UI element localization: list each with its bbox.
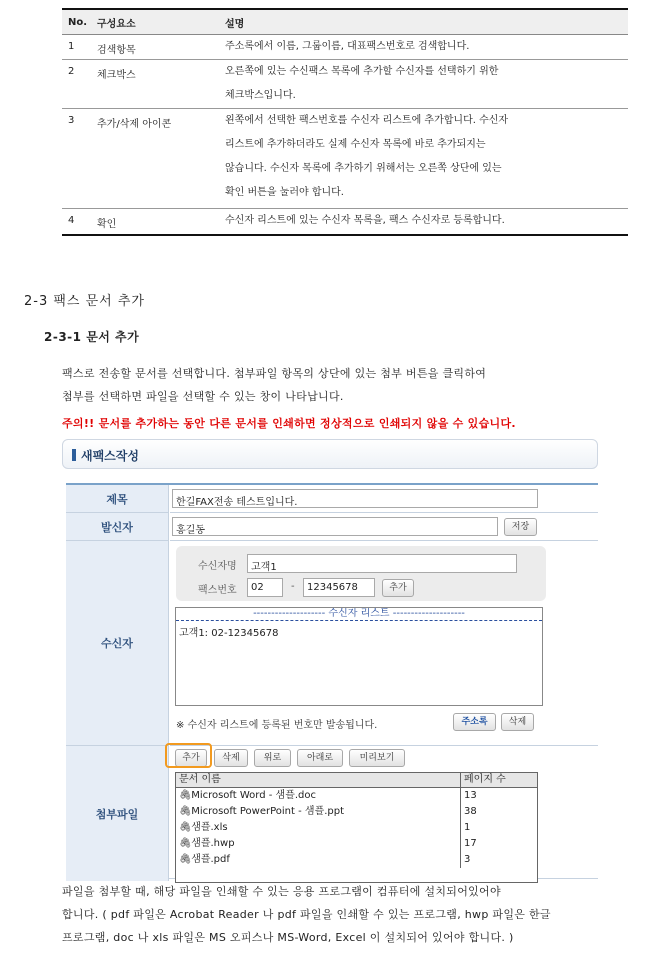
save-button[interactable]: 저장 <box>504 518 537 536</box>
footer-paragraph <box>62 880 648 949</box>
attachment-name-cell <box>176 804 461 820</box>
row-no: 4 <box>68 215 75 226</box>
row-component: 검색항목 <box>97 45 136 56</box>
delete-recipient-button[interactable]: 삭제 <box>501 713 534 731</box>
attachment-name-cell <box>176 788 461 804</box>
attachment-name: Microsoft Word - 샘플.doc <box>191 790 317 801</box>
attachment-name: 샘플.xls <box>191 822 228 833</box>
add-button-highlight <box>165 743 212 768</box>
fax-dash: - <box>291 581 295 592</box>
row-component: 확인 <box>97 219 117 230</box>
recipient-row <box>170 541 598 746</box>
column-doc-name: 문서 이름 <box>176 773 461 787</box>
attachment-table-header <box>176 773 537 788</box>
attachment-pages: 3 <box>464 854 471 865</box>
subject-row <box>170 485 598 513</box>
footer-line: 파일을 첨부할 때, 해당 파일을 인쇄할 수 있는 응용 프로그램이 컴퓨터에 설치되어있어야 <box>62 885 501 898</box>
paperclip-icon: 🖇 <box>179 854 192 865</box>
footer-line: 프로그램, doc 나 xls 파일은 MS 오피스나 MS-Word, Excel 이 설치되어 있어야 합니다. ) <box>62 931 514 944</box>
spec-table <box>62 8 628 236</box>
table-row <box>62 209 628 236</box>
description-line: 체크박스입니다. <box>225 90 296 101</box>
paperclip-icon: 🖇 <box>179 806 192 817</box>
fax-number-label: 팩스번호 <box>198 585 237 596</box>
recipient-note: ※ 수신자 리스트에 등록된 번호만 발송됩니다. <box>176 720 378 731</box>
subject-input[interactable]: 한길FAX전송 테스트입니다. <box>172 489 538 508</box>
add-recipient-button[interactable]: 추가 <box>382 579 414 597</box>
description-line: 왼쪽에서 선택한 팩스번호를 수신자 리스트에 추가합니다. 수신자 <box>225 115 509 126</box>
paperclip-icon: 🖇 <box>179 790 192 801</box>
attachment-pages: 38 <box>464 806 477 817</box>
warning-text: 주의!! 문서를 추가하는 동안 다른 문서를 인쇄하면 정상적으로 인쇄되지 않을 수 있습니다. <box>62 417 516 430</box>
column-page-count: 페이지 수 <box>464 774 506 785</box>
table-header <box>62 10 628 35</box>
attach-preview-button[interactable]: 미리보기 <box>349 749 405 767</box>
attachment-name-cell <box>176 820 461 836</box>
attachment-name: Microsoft PowerPoint - 샘플.ppt <box>191 806 345 817</box>
attach-down-button[interactable]: 아래로 <box>297 749 343 767</box>
intro-paragraph <box>62 362 642 408</box>
header-description: 설명 <box>225 18 245 30</box>
attachment-pages: 17 <box>464 838 477 849</box>
table-row[interactable] <box>176 820 537 836</box>
address-book-button[interactable]: 주소록 <box>453 713 496 731</box>
list-item[interactable]: 고객1: 02-12345678 <box>179 628 279 639</box>
row-no: 1 <box>68 41 75 52</box>
sender-label: 발신자 <box>66 513 169 541</box>
sender-input[interactable]: 홍길동 <box>172 517 498 536</box>
table-row <box>62 35 628 60</box>
row-no: 2 <box>68 66 75 77</box>
attachment-name-cell <box>176 852 461 868</box>
header-no: No. <box>68 16 88 28</box>
subsection-title: 2-3-1 문서 추가 <box>44 330 140 344</box>
attachment-name-cell <box>176 836 461 852</box>
attach-delete-button[interactable]: 삭제 <box>214 749 248 767</box>
header-bar-icon <box>72 449 76 461</box>
recipient-label: 수신자 <box>66 541 169 746</box>
fax-area-code-input[interactable]: 02 <box>247 578 283 597</box>
recipient-list[interactable] <box>175 607 543 706</box>
subject-label: 제목 <box>66 485 169 513</box>
attachment-label: 첨부파일 <box>66 746 169 881</box>
attachment-table <box>175 772 538 883</box>
header-component: 구성요소 <box>97 18 136 30</box>
row-description <box>225 209 628 234</box>
sender-row <box>170 513 598 541</box>
description-line: 수신자 리스트에 있는 수신자 목록을, 팩스 수신자로 등록합니다. <box>225 215 505 226</box>
description-line: 확인 버튼을 눌러야 합니다. <box>225 187 344 198</box>
fax-form-title: 새팩스작성 <box>81 449 139 463</box>
row-description <box>225 60 628 108</box>
table-row[interactable] <box>176 788 537 804</box>
row-description <box>225 109 628 208</box>
section-title: 2-3 팩스 문서 추가 <box>24 294 145 309</box>
table-row[interactable] <box>176 852 537 868</box>
table-row[interactable] <box>176 836 537 852</box>
recipient-list-header: -------------------- 수신자 리스트 -------------------- <box>176 608 542 621</box>
attachment-pages: 1 <box>464 822 471 833</box>
paperclip-icon: 🖇 <box>179 838 192 849</box>
description-line: 리스트에 추가하더라도 실제 수신자 목록에 바로 추가되지는 <box>225 139 486 150</box>
intro-line: 팩스로 전송할 문서를 선택합니다. 첨부파일 항목의 상단에 있는 첨부 버튼을 클릭하여 <box>62 367 487 380</box>
fax-form-header <box>62 439 598 469</box>
attachment-pages: 13 <box>464 790 477 801</box>
row-component: 추가/삭제 아이콘 <box>97 119 172 130</box>
recipient-name-label: 수신자명 <box>198 561 237 572</box>
intro-line: 첨부를 선택하면 파일을 선택할 수 있는 창이 나타납니다. <box>62 390 344 403</box>
row-no: 3 <box>68 115 75 126</box>
attachment-row <box>170 746 598 881</box>
table-row <box>62 60 628 109</box>
row-component: 체크박스 <box>97 70 136 81</box>
recipient-entry-box <box>176 546 546 601</box>
table-row <box>62 109 628 209</box>
footer-line: 합니다. ( pdf 파일은 Acrobat Reader 나 pdf 파일을 인쇄할 수 있는 프로그램, hwp 파일은 한글 <box>62 908 551 921</box>
fax-number-input[interactable]: 12345678 <box>303 578 375 597</box>
description-line: 주소록에서 이름, 그룹이름, 대표팩스번호로 검색합니다. <box>225 41 470 52</box>
table-row[interactable] <box>176 804 537 820</box>
attach-up-button[interactable]: 위로 <box>254 749 291 767</box>
recipient-name-input[interactable]: 고객1 <box>247 554 517 573</box>
attachment-name: 샘플.pdf <box>191 854 230 865</box>
description-line: 오른쪽에 있는 수신팩스 목록에 추가할 수신자를 선택하기 위한 <box>225 66 499 77</box>
paperclip-icon: 🖇 <box>179 822 192 833</box>
fax-form <box>66 483 598 879</box>
attachment-name: 샘플.hwp <box>191 838 235 849</box>
description-line: 않습니다. 수신자 목록에 추가하기 위해서는 오른쪽 상단에 있는 <box>225 163 502 174</box>
attach-add-button[interactable]: 추가 <box>175 749 207 767</box>
row-description <box>225 35 628 59</box>
